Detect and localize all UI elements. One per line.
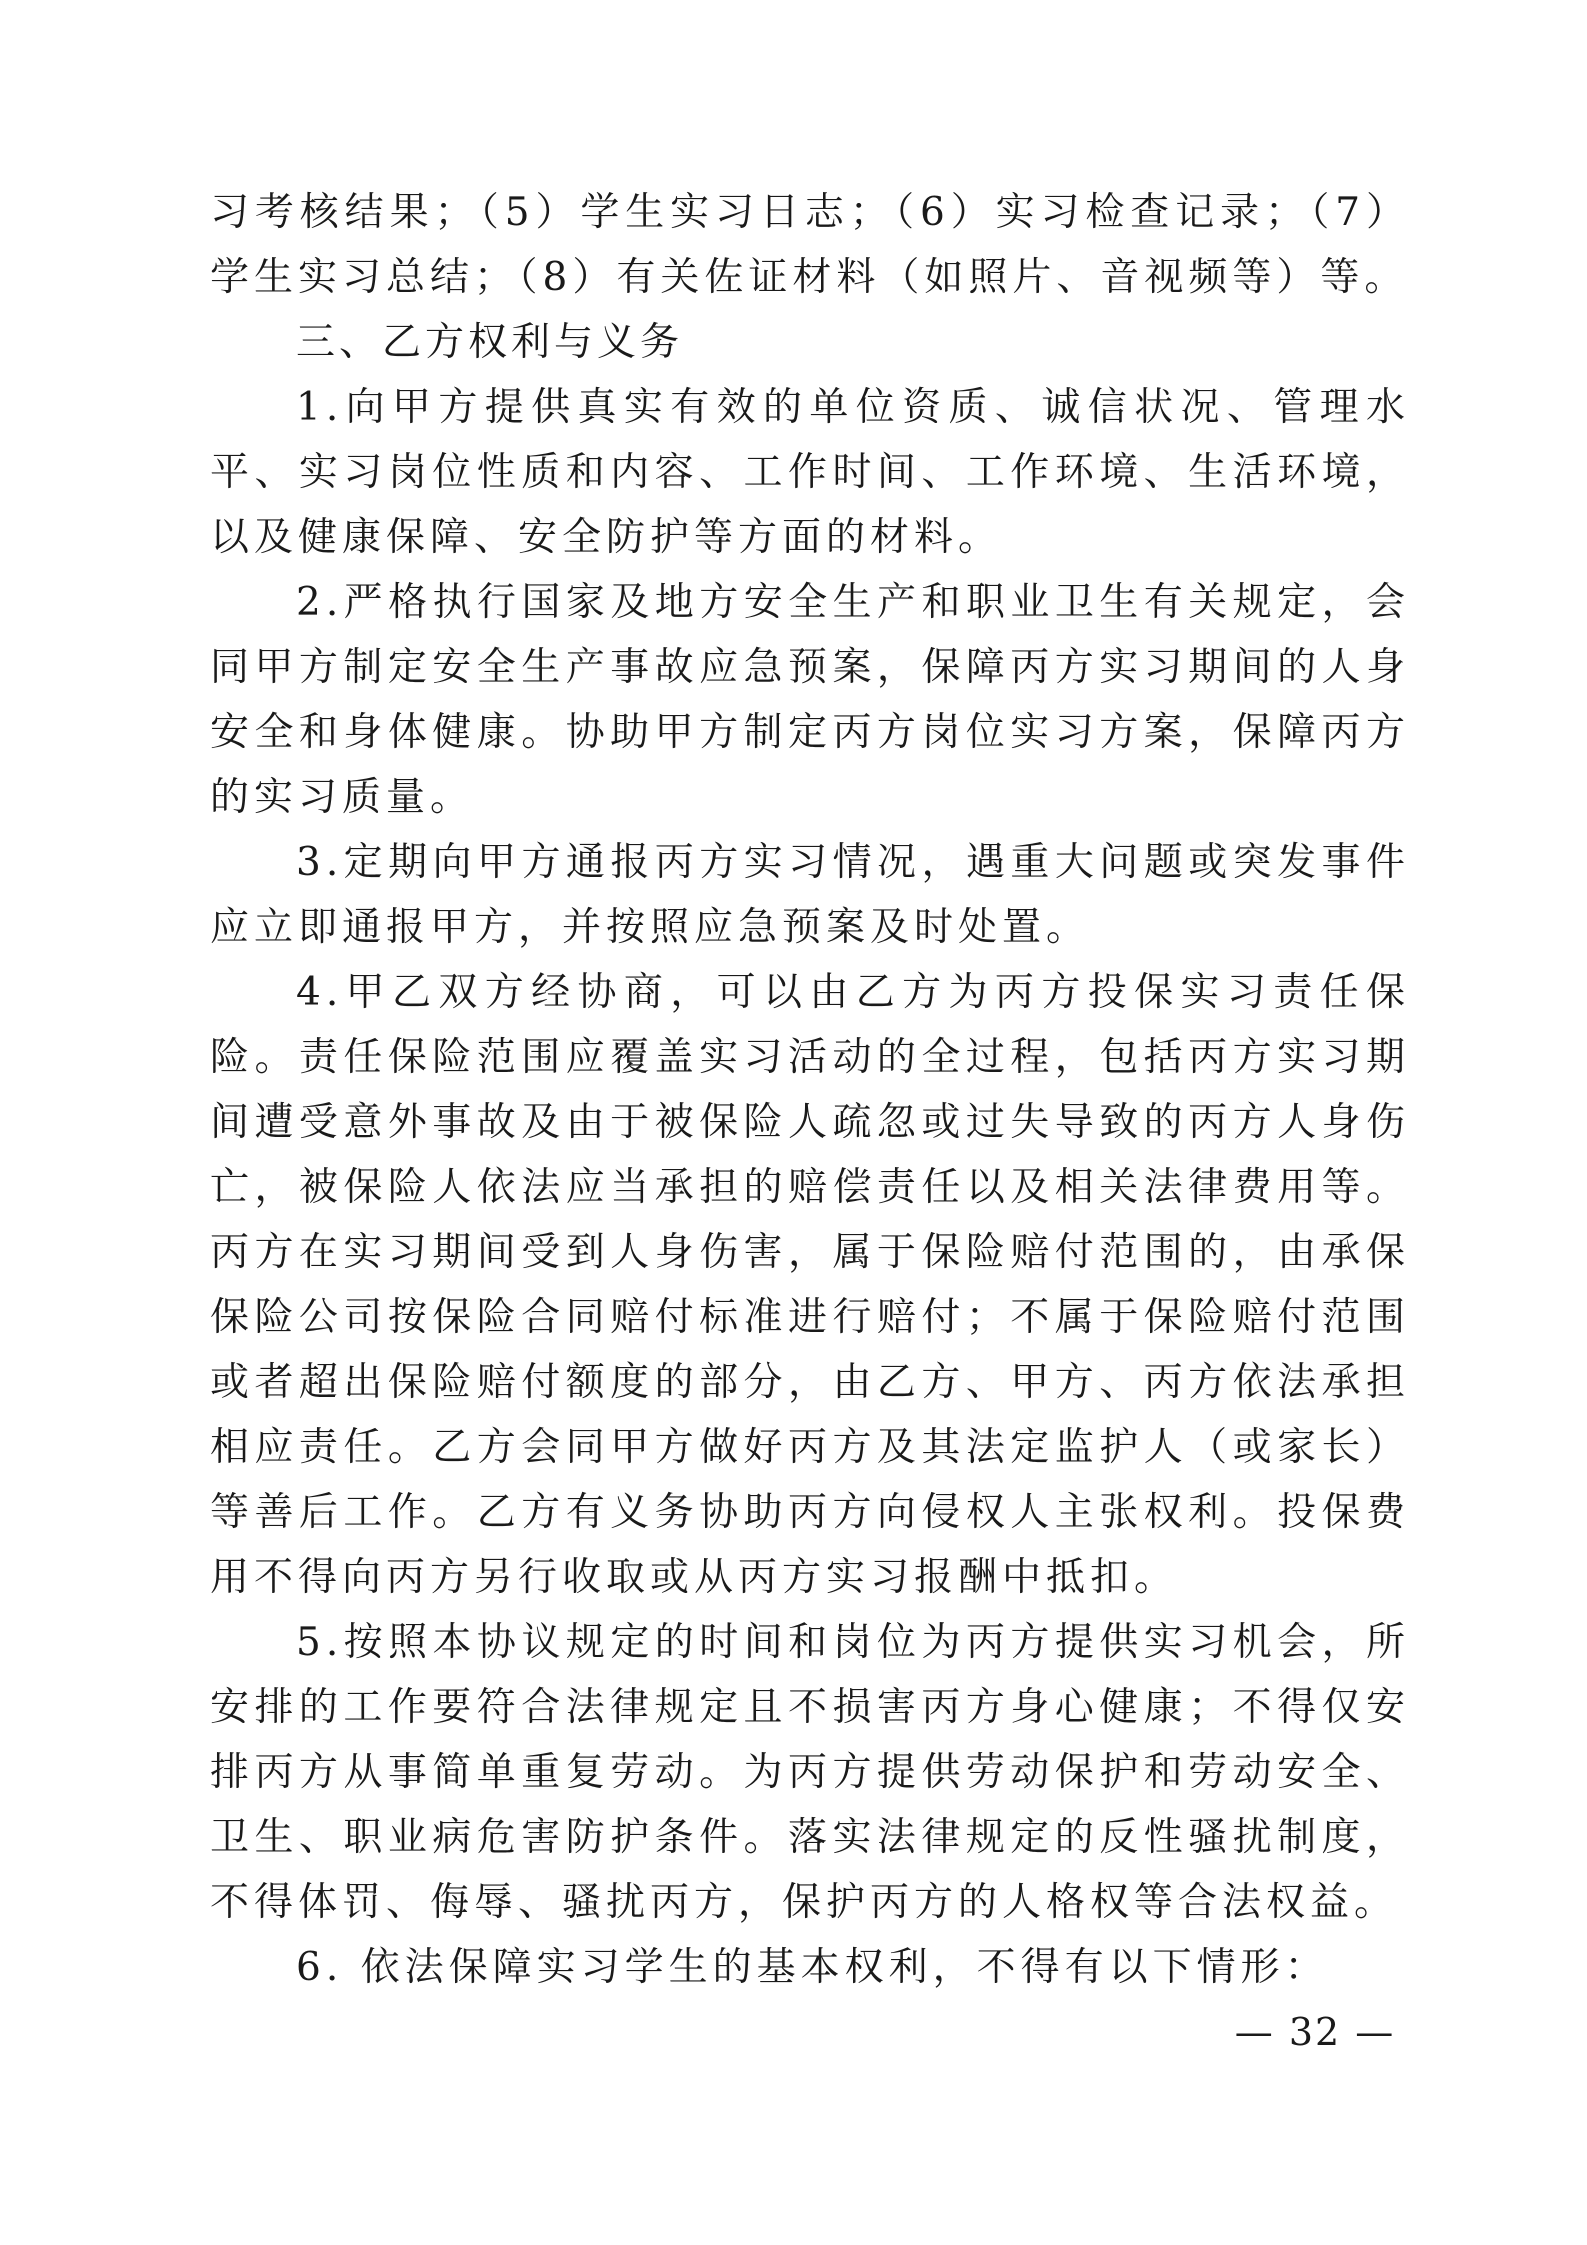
paragraph-item-5: 5.按照本协议规定的时间和岗位为丙方提供实习机会，所安排的工作要符合法律规定且不损害丙方身心健康；不得仅安排丙方从事简单重复劳动。为丙方提供劳动保护和劳动安全、卫生、职业病危害防护条件。落实法律规定的反性骚扰制度，不得体罚、侮辱、骚扰丙方，保护丙方的人格权等合法权益。 [210, 1620, 1410, 1925]
document-body [210, 180, 1410, 2000]
paragraph-continuation: 习考核结果；（5）学生实习日志；（6）实习检查记录；（7）学生实习总结；（8）有关佐证材料（如照片、音视频等）等。 [210, 190, 1410, 300]
paragraph-item-1: 1.向甲方提供真实有效的单位资质、诚信状况、管理水平、实习岗位性质和内容、工作时间、工作环境、生活环境，以及健康保障、安全防护等方面的材料。 [210, 385, 1410, 560]
paragraph-item-4: 4.甲乙双方经协商，可以由乙方为丙方投保实习责任保险。责任保险范围应覆盖实习活动的全过程，包括丙方实习期间遭受意外事故及由于被保险人疏忽或过失导致的丙方人身伤亡，被保险人依法应当承担的赔偿责任以及相关法律费用等。丙方在实习期间受到人身伤害，属于保险赔付范围的，由承保保险公司按保险合同赔付标准进行赔付；不属于保险赔付范围或者超出保险赔付额度的部分，由乙方、甲方、丙方依法承担相应责任。乙方会同甲方做好丙方及其法定监护人（或家长）等善后工作。乙方有义务协助丙方向侵权人主张权利。投保费用不得向丙方另行收取或从丙方实习报酬中抵扣。 [210, 970, 1410, 1600]
paragraph-item-6: 6. 依法保障实习学生的基本权利，不得有以下情形： [296, 1945, 1329, 1990]
page-number: — 32 — [1234, 2010, 1396, 2054]
paragraph-item-2: 2.严格执行国家及地方安全生产和职业卫生有关规定，会同甲方制定安全生产事故应急预案，保障丙方实习期间的人身安全和身体健康。协助甲方制定丙方岗位实习方案，保障丙方的实习质量。 [210, 580, 1410, 820]
paragraph-item-3: 3.定期向甲方通报丙方实习情况，遇重大问题或突发事件应立即通报甲方，并按照应急预案及时处置。 [210, 840, 1410, 950]
section-heading: 三、乙方权利与义务 [296, 320, 684, 365]
